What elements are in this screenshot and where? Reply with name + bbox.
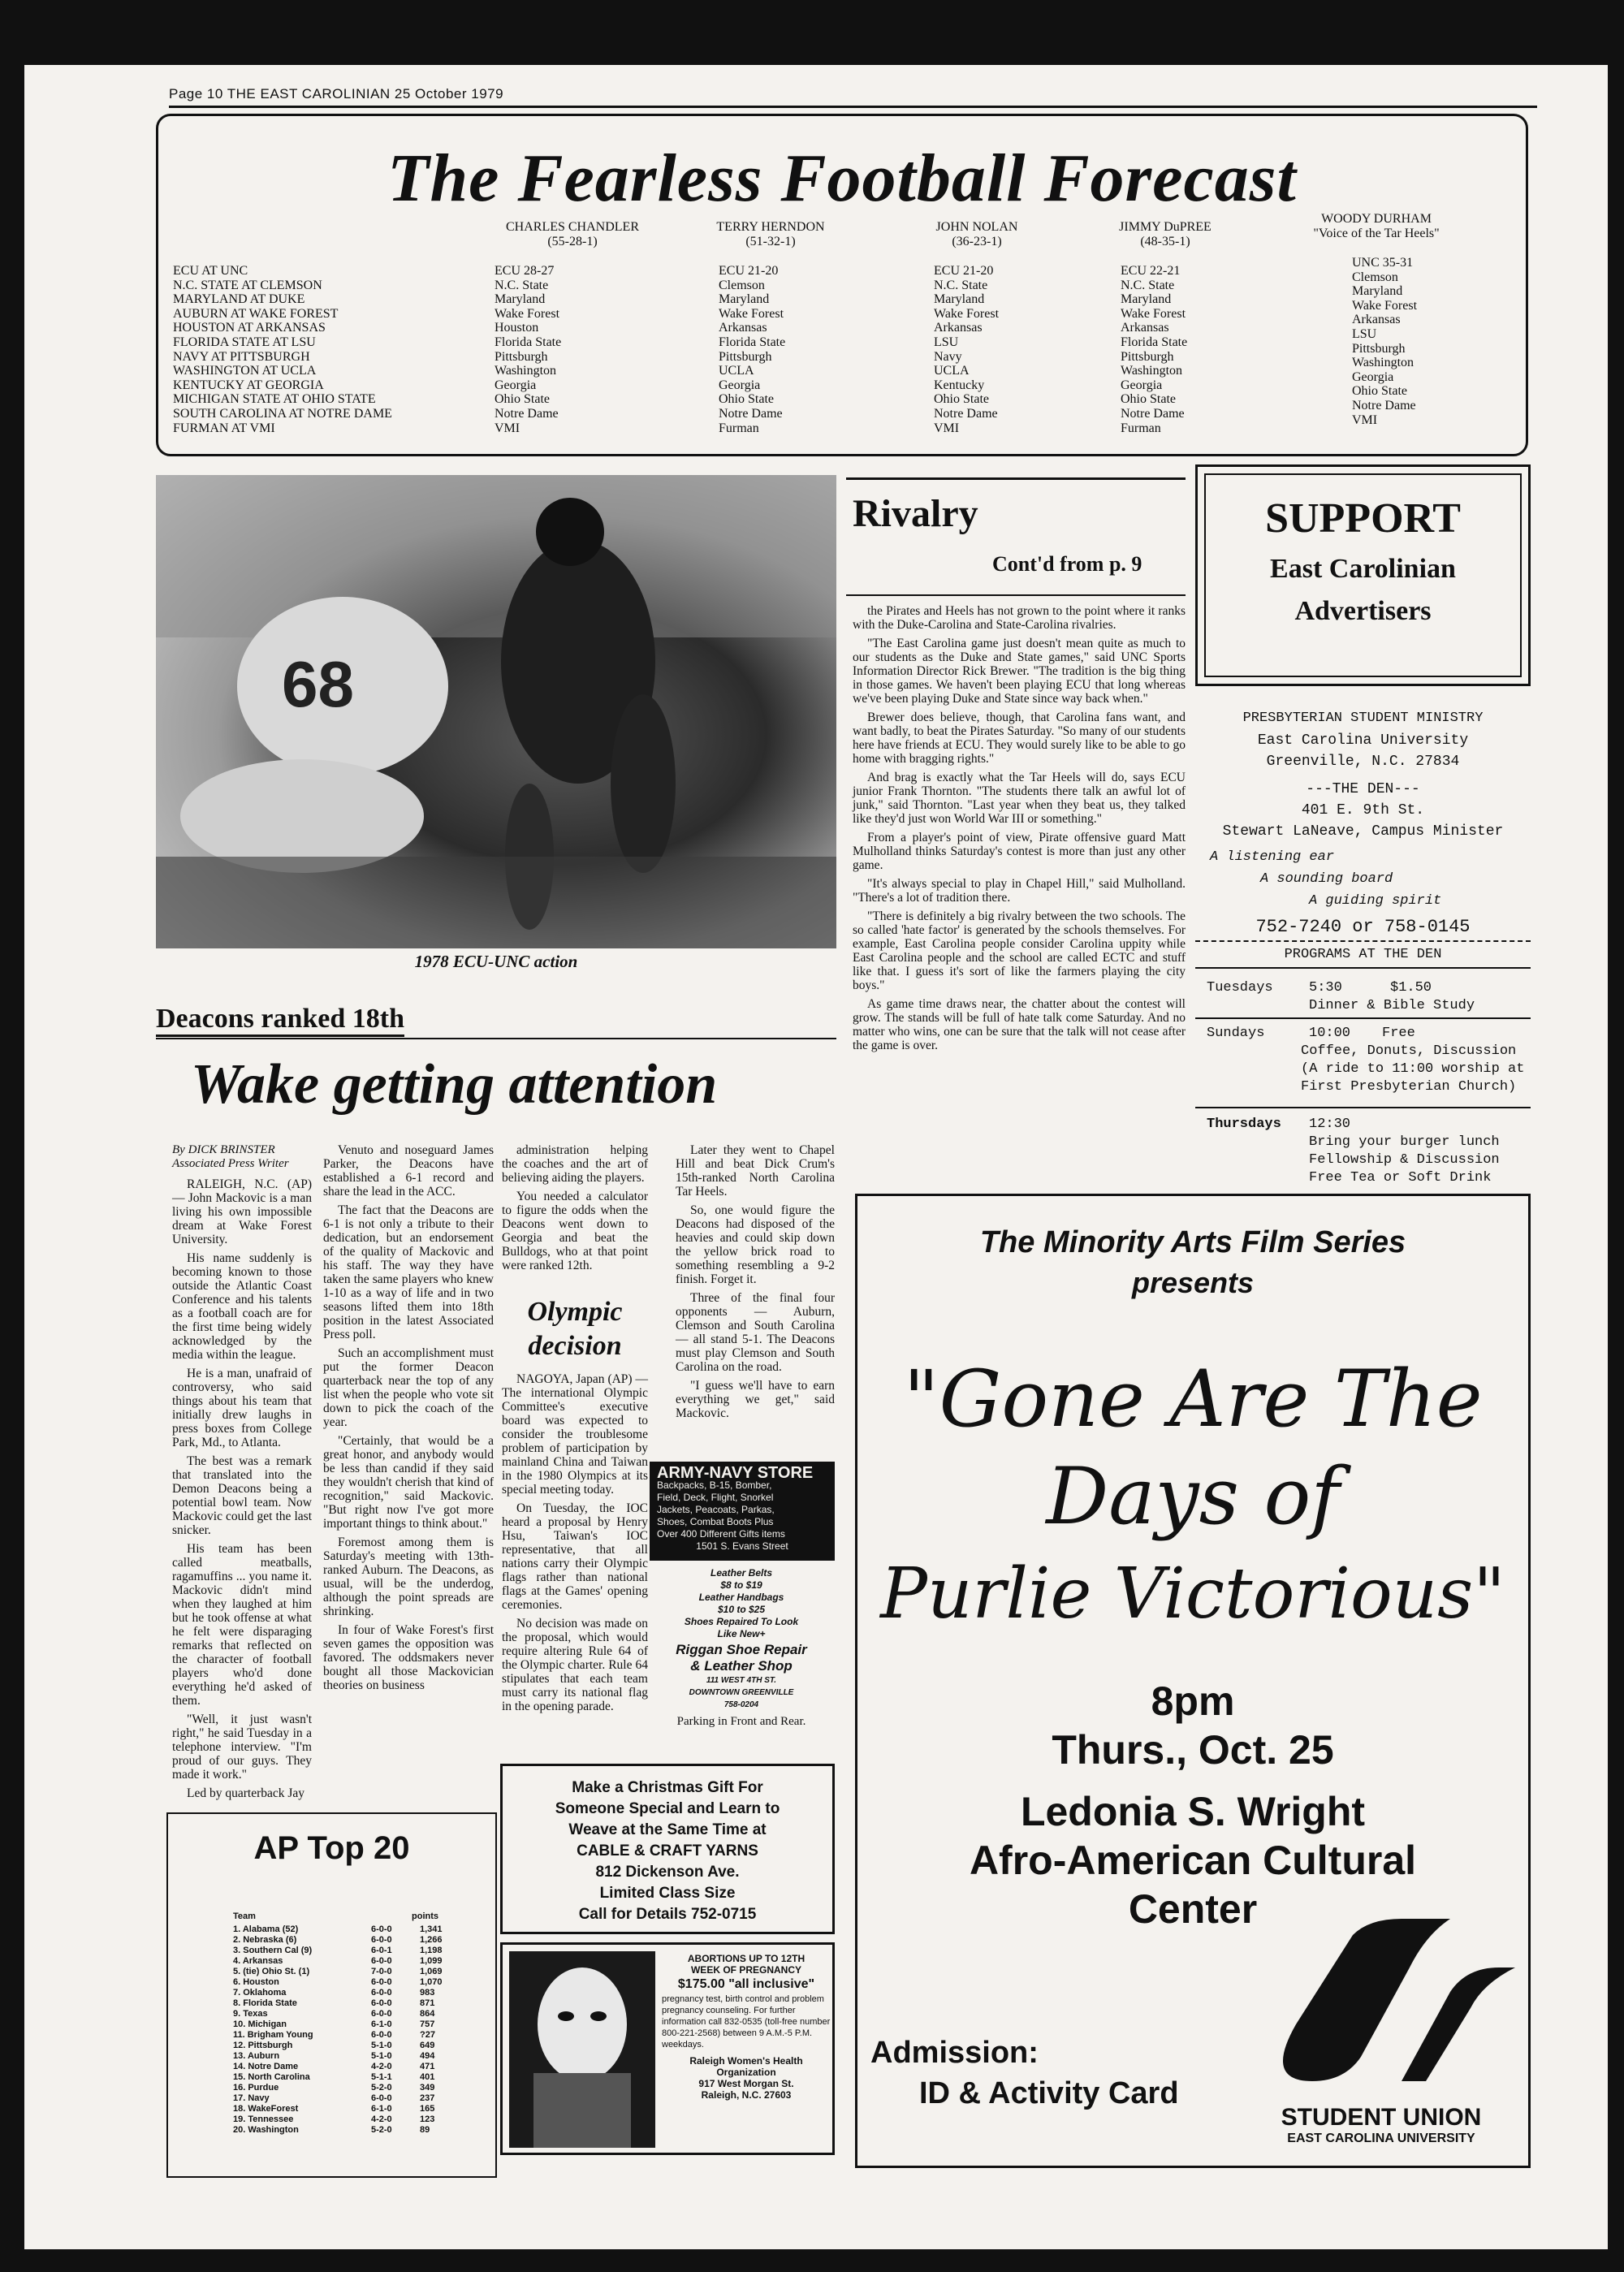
paragraph: Led by quarterback Jay (187, 1786, 305, 1800)
paragraph: NAGOYA, Japan (AP) — The international Olympic Committee's executive board was expected to consider the troublesome problem of participation by mainland China and Taiwan in the 1980 Olympics at its special meeting today. (502, 1372, 648, 1497)
paragraph: The fact that the Deacons are 6-1 is not only a tribute to their dedication, but an endorsement of the quality of Mackovic and his staff. The way they have taken the same players who knew 1-10 as a way of life and in two seasons lifted them into 18th position in the latest Associated Press poll. (323, 1203, 494, 1341)
game-row: WASHINGTON AT UCLA (173, 364, 317, 378)
pick-cell: ECU 28-27 (495, 264, 555, 278)
paragraph: Three of the final four opponents — Auburn, Clemson and South Carolina — all stand 5-1. The Deacons must play Clemson and South Carolina on the road. (676, 1291, 835, 1374)
paragraph: Foremost among them is Saturday's meeting with 13th-ranked Auburn. The Deacons, as usual, will be the underdog, although the point spreads are shrinking. (323, 1536, 494, 1618)
film-details: 8pm Thurs., Oct. 25 Ledonia S. Wright Afro-American Cultural Center (969, 1678, 1417, 1932)
picker-header: WOODY DURHAM "Voice of the Tar Heels" (1313, 212, 1440, 240)
paragraph: "Certainly, that would be a great honor, and anybody would be less than candid if they said they wouldn't cherish that kind of recognition," said Mackovic. "But right now I've got more important things to think about." (323, 1434, 494, 1531)
pick-cell: Maryland (934, 292, 985, 307)
page-folio: Page 10 THE EAST CAROLINIAN 25 October 1979 (169, 86, 1537, 108)
football-forecast-box (156, 114, 1528, 456)
game-row: ECU AT UNC (173, 264, 248, 278)
pick-cell: Arkansas (1121, 321, 1169, 335)
pick-cell: Florida State (1121, 335, 1188, 349)
pick-cell: Houston (495, 321, 539, 335)
pick-cell: Maryland (719, 292, 770, 307)
picker-header: JIMMY DuPREE (48-35-1) (1119, 220, 1212, 248)
paragraph: Brewer does believe, though, that Carolina fans want, and want badly, to beat the Pirates Saturday. "So many of our students here have friends at ECU. They would surely like to be able to go home with bragging rights." (853, 711, 1186, 766)
film-series-ad (855, 1194, 1531, 2168)
pick-cell: Clemson (719, 278, 765, 292)
rule (156, 1038, 836, 1039)
ap-points-header: points (412, 1911, 438, 1921)
photo-illustration (156, 475, 836, 948)
game-row: AUBURN AT WAKE FOREST (173, 306, 339, 321)
pick-cell: Washington (495, 364, 557, 378)
pick-cell: LSU (934, 335, 959, 349)
pick-cell: Georgia (495, 378, 537, 392)
ap-header-row: Team (233, 1911, 256, 1921)
pick-cell: VMI (495, 421, 520, 435)
pick-cell: Maryland (495, 292, 546, 307)
paragraph: His name suddenly is becoming known to those outside the Atlantic Coast Conference and his talents as a football coach are for the first time being widely acknowledged by the media within the league. (172, 1251, 312, 1362)
pick-cell: Furman (1121, 421, 1161, 435)
paragraph: No decision was made on the proposal, which would require altering Rule 64 of the Olympic charter. Rule 64 stipulates that each team must carry its national flag in the opening parade. (502, 1617, 648, 1713)
pick-cell: Maryland (1352, 284, 1403, 299)
paragraph: Later they went to Chapel Hill and beat Dick Crum's 15th-ranked North Carolina Tar Heels. (676, 1143, 835, 1199)
pick-cell: Arkansas (1352, 313, 1401, 327)
pick-cell: Wake Forest (1121, 306, 1186, 321)
rivalry-article (853, 604, 1186, 1057)
rule (846, 594, 1186, 596)
games-column (173, 264, 392, 435)
pick-cell: Georgia (1352, 369, 1394, 384)
program-tuesday: Tuesdays 5:30 $1.50 Dinner & Bible Study (1195, 969, 1531, 1019)
ministry-phone: 752-7240 or 758-0145 (1195, 917, 1531, 942)
pick-cell: Pittsburgh (719, 349, 772, 364)
paragraph: Such an accomplishment must put the former Deacon quarterback near the top of any list when the people who vote sit down to pick the coach of the year. (323, 1346, 494, 1429)
program-thursday: Thursdays 12:30 Bring your burger lunch Fellowship & Discussion Free Tea or Soft Drink (1207, 1117, 1500, 1186)
picker-header: TERRY HERNDON (51-32-1) (716, 220, 825, 248)
game-row: N.C. STATE AT CLEMSON (173, 278, 322, 292)
pick-cell: Florida State (719, 335, 786, 349)
picks-column (719, 264, 785, 435)
paragraph: "Well, it just wasn't right," he said Tuesday in a telephone interview. "I'm proud of our guys. They made it work." (172, 1713, 312, 1782)
film-series-name: The Minority Arts Film Series (979, 1225, 1406, 1259)
picker-header: JOHN NOLAN (36-23-1) (935, 220, 1018, 248)
picks-column (1121, 264, 1187, 435)
wake-byline: By DICK BRINSTER Associated Press Writer (172, 1143, 289, 1170)
deacons-kicker: Deacons ranked 18th (156, 1004, 404, 1037)
support-line1: SUPPORT (1265, 495, 1461, 542)
paragraph: The best was a remark that translated into the Demon Deacons being a potential bowl team. Now Mackovic could get the last snicker. (172, 1454, 312, 1537)
pick-cell: Notre Dame (1121, 406, 1185, 421)
pick-cell: Wake Forest (495, 306, 560, 321)
pick-cell: UCLA (934, 364, 970, 378)
game-row: SOUTH CAROLINA AT NOTRE DAME (173, 406, 392, 421)
pick-cell: UNC 35-31 (1352, 256, 1414, 270)
olympic-headline: Olympic decision (527, 1297, 623, 1361)
paragraph: As game time draws near, the chatter about the contest will grow. The stands will be full of hate talk come Saturday. And no matter who wins, one can be sure that the talk will not cease after the game is over. (853, 997, 1186, 1052)
picker-header: CHARLES CHANDLER (55-28-1) (505, 220, 639, 248)
pick-cell: N.C. State (495, 278, 549, 292)
ministry-tagline: A guiding spirit (1309, 893, 1442, 909)
pick-cell: Maryland (1121, 292, 1172, 307)
rivalry-continued: Cont'd from p. 9 (992, 552, 1142, 576)
pick-cell: ECU 22-21 (1121, 264, 1181, 278)
paragraph: So, one would figure the Deacons had disposed of the heavies and could skip down the yellow brick road to something resembling a 9-2 finish. Forget it. (676, 1203, 835, 1286)
paragraph: "It's always special to play in Chapel Hill," said Mulholland. "There's a lot of tradition there. (853, 877, 1186, 905)
ministry-city: Greenville, N.C. 27834 (1266, 754, 1460, 770)
pick-cell: Clemson (1352, 270, 1398, 284)
photo-caption: 1978 ECU-UNC action (414, 952, 578, 971)
paragraph: And brag is exactly what the Tar Heels will do, says ECU junior Frank Thornton. "The students there talk an awful lot of junk," said Thornton. "Last year when they beat us, they talked like they'd just won World War III or something." (853, 771, 1186, 826)
rivalry-headline: Rivalry (853, 492, 978, 535)
ministry-tagline: A listening ear (1210, 849, 1335, 865)
presbyterian-ministry-ad (1195, 694, 1531, 1187)
pick-cell: Notre Dame (495, 406, 559, 421)
ministry-den: ---THE DEN--- (1306, 781, 1420, 797)
pick-cell: N.C. State (934, 278, 988, 292)
pick-cell: Arkansas (719, 321, 767, 335)
wake-article-col2 (323, 1143, 494, 1697)
paragraph: From a player's point of view, Pirate offensive guard Matt Mulholland thinks Saturday's contest is more than just any other game. (853, 831, 1186, 872)
forecast-title: The Fearless Football Forecast (387, 140, 1297, 216)
paragraph: You needed a calculator to figure the odds when the Deacons went down to Georgia and beat the Bulldogs, who at that point were ranked 12th. (502, 1190, 648, 1272)
pick-cell: Wake Forest (719, 306, 784, 321)
paragraph: His team has been called meatballs, ragamuffins ... you name it. Mackovic didn't mind when they laughed at him but he took offense at what he felt were disparaging remarks that reflected on the character of football players who'd done everything he'd asked of them. (172, 1542, 312, 1708)
student-union-logo-icon (1263, 1919, 1515, 2097)
ad-photo (509, 1951, 655, 2148)
football-action-photo (156, 475, 836, 948)
picks-column (495, 264, 561, 435)
ministry-name: PRESBYTERIAN STUDENT MINISTRY (1242, 711, 1484, 726)
game-row: NAVY AT PITTSBURGH (173, 349, 310, 364)
pick-cell: Washington (1352, 356, 1415, 370)
olympic-article (502, 1372, 648, 1718)
pick-cell: Notre Dame (719, 406, 783, 421)
ap-top20-box: AP Top 20 Team points 1. Alabama (52) 6-0-0 1,341 2. Nebraska (6) 6-0-0 1,266 3. Southern Cal (9) 6-0-1 1,198 4. Arkansas 6-0-0 1,099 5. (tie) Ohio St. (1) 7-0-0 1,069 6. Houston 6-0-0 1,070 7. Oklahoma 6-0-0 983 8. Florida State 6-0-0 871 9. Texas 6-0-0 864 10. Michigan 6-1-0 757 11. Brigham Young 6-0-0 ?27 12. Pittsburgh 5-1-0 649 13. Auburn 5-1-0 494 14. Notre Dame 4-2-0 471 15. North Carolina 5-1-1 401 16. Purdue 5-2-0 349 17. Navy 6-0-0 237 18. WakeForest 6-1-0 165 19. Tennessee 4-2-0 123 20. Washington 5-2-0 89 (166, 1812, 497, 2178)
womens-health-ad: ABORTIONS UP TO 12TH WEEK OF PREGNANCY $175.00 "all inclusive" pregnancy test, birth control and problem pregnancy counseling. For further information call 832-0535 (toll-free number 800-221-2568) between 9 A.M.-5 P.M. weekdays. Raleigh Women's Health Organization 917 West Morgan St. Raleigh, N.C. 27603 (500, 1942, 835, 2155)
pick-cell: Wake Forest (934, 306, 1000, 321)
student-union-wordmark: STUDENT UNION EAST CAROLINA UNIVERSITY (1281, 2104, 1482, 2145)
pick-cell: Pittsburgh (1121, 349, 1174, 364)
pick-cell: Washington (1121, 364, 1183, 378)
wake-article-col4 (676, 1143, 835, 1425)
pick-cell: Arkansas (934, 321, 983, 335)
game-row: HOUSTON AT ARKANSAS (173, 321, 326, 335)
film-admission: Admission: ID & Activity Card (870, 2036, 1179, 2110)
pick-cell: ECU 21-20 (934, 264, 994, 278)
pick-cell: Pittsburgh (495, 349, 548, 364)
paragraph: RALEIGH, N.C. (AP) — John Mackovic is a man living his own impossible dream at Wake Forest University. (172, 1177, 312, 1246)
jersey-number: 68 (282, 648, 354, 720)
pick-cell: Georgia (1121, 378, 1163, 392)
paragraph: "There is definitely a big rivalry between the two schools. The so called 'hate factor' is generated by the schools themselves. For example, East Carolina people consider Carolina uppity while East Carolina people and the school are called ECTC and stuff like that. I guess it's sort of like the farmers playing the city boys." (853, 909, 1186, 992)
wake-headline: Wake getting attention (191, 1053, 718, 1116)
pick-cell: VMI (1352, 413, 1378, 427)
cable-craft-yarns-ad: Make a Christmas Gift For Someone Special and Learn to Weave at the Same Time at CABLE & CRAFT YARNS 812 Dickenson Ave. Limited Class Size Call for Details 752-0715 (500, 1764, 835, 1934)
paragraph: He is a man, unafraid of controversy, who said things about his team that initially drew laughs in press boxes from College Park, Md., to Atlanta. (172, 1367, 312, 1449)
picks-column (1352, 256, 1417, 427)
paragraph: Venuto and noseguard James Parker, the Deacons have established a 6-1 record and share the lead in the ACC. (323, 1143, 494, 1199)
pick-cell: Furman (719, 421, 759, 435)
program-sunday: Sundays 10:00 Free Coffee, Donuts, Discussion (A ride to 11:00 worship at First Presbyterian Church) (1195, 1019, 1531, 1108)
support-line2: East Carolinian (1270, 554, 1456, 584)
paragraph: "The East Carolina game just doesn't mean quite as much to our students as the Duke and State games," said UNC Sports Information Director Rick Brewer. "The tradition is the big thing in those games. We haven't been playing ECU that long whereas we've been playing Duke and State since way back when." (853, 637, 1186, 706)
pick-cell: Ohio State (934, 392, 989, 407)
paragraph: On Tuesday, the IOC heard a proposal by Henry Hsu, Taiwan's IOC representative, that all nations carry their Olympic flags rather than national flags at the Games' opening ceremonies. (502, 1501, 648, 1612)
paragraph: the Pirates and Heels has not grown to the point where it ranks with the Duke-Carolina and State-Carolina rivalries. (853, 604, 1186, 632)
pick-cell: Ohio State (1352, 384, 1407, 399)
film-presents: presents (1131, 1266, 1255, 1299)
game-row: KENTUCKY AT GEORGIA (173, 378, 324, 392)
pick-cell: VMI (934, 421, 960, 435)
wake-article-col3 (502, 1143, 648, 1277)
pick-cell: Georgia (719, 378, 761, 392)
pick-cell: LSU (1352, 326, 1377, 341)
riggan-shoe-repair-ad: Leather Belts $8 to $19 Leather Handbags $10 to $25 Shoes Repaired To Look Like New+ Riggan Shoe Repair & Leather Shop 111 WEST 4TH ST. DOWNTOWN GREENVILLE 758-0204 Parking in Front and Rear. (676, 1567, 807, 1728)
pick-cell: N.C. State (1121, 278, 1175, 292)
paragraph: administration helping the coaches and the art of believing aiding the players. (502, 1143, 648, 1185)
pick-cell: UCLA (719, 364, 754, 378)
paragraph: In four of Wake Forest's first seven games the opposition was favored. The oddsmakers never bought all those Mackovician theories on business (323, 1623, 494, 1692)
support-advertisers-box (1195, 464, 1531, 686)
game-row: MARYLAND AT DUKE (173, 292, 305, 307)
pick-cell: Ohio State (495, 392, 550, 407)
pick-cell: Pittsburgh (1352, 341, 1406, 356)
ministry-address: 401 E. 9th St. (1301, 802, 1425, 819)
support-line3: Advertisers (1294, 596, 1432, 626)
game-row: MICHIGAN STATE AT OHIO STATE (173, 392, 376, 407)
picks-column (934, 264, 999, 435)
pick-cell: Notre Dame (934, 406, 998, 421)
rule (846, 477, 1186, 480)
wake-article-col1 (172, 1177, 312, 1805)
game-row: FLORIDA STATE AT LSU (173, 335, 316, 349)
ministry-tagline: A sounding board (1260, 871, 1393, 887)
ministry-minister: Stewart LaNeave, Campus Minister (1222, 823, 1504, 840)
ministry-school: East Carolina University (1257, 732, 1469, 749)
pick-cell: Navy (934, 349, 962, 364)
game-row: FURMAN AT VMI (173, 421, 275, 435)
paragraph: "I guess we'll have to earn everything we get," said Mackovic. (676, 1379, 835, 1420)
pick-cell: Florida State (495, 335, 562, 349)
programs-title: PROGRAMS AT THE DEN (1195, 947, 1531, 969)
army-navy-store-ad: ARMY-NAVY STORE Backpacks, B-15, Bomber, Field, Deck, Flight, Snorkel Jackets, Peacoats, Parkas, Shoes, Combat Boots Plus Over 400 Different Gifts items 1501 S. Evans Street (650, 1462, 835, 1561)
pick-cell: Wake Forest (1352, 298, 1418, 313)
film-title: "Gone Are The Days of Purlie Victorious" (880, 1354, 1505, 1635)
pick-cell: Kentucky (934, 378, 985, 392)
pick-cell: Notre Dame (1352, 398, 1416, 413)
pick-cell: Ohio State (1121, 392, 1176, 407)
pick-cell: ECU 21-20 (719, 264, 779, 278)
ap-title: AP Top 20 (253, 1830, 410, 1866)
pick-cell: Ohio State (719, 392, 774, 407)
